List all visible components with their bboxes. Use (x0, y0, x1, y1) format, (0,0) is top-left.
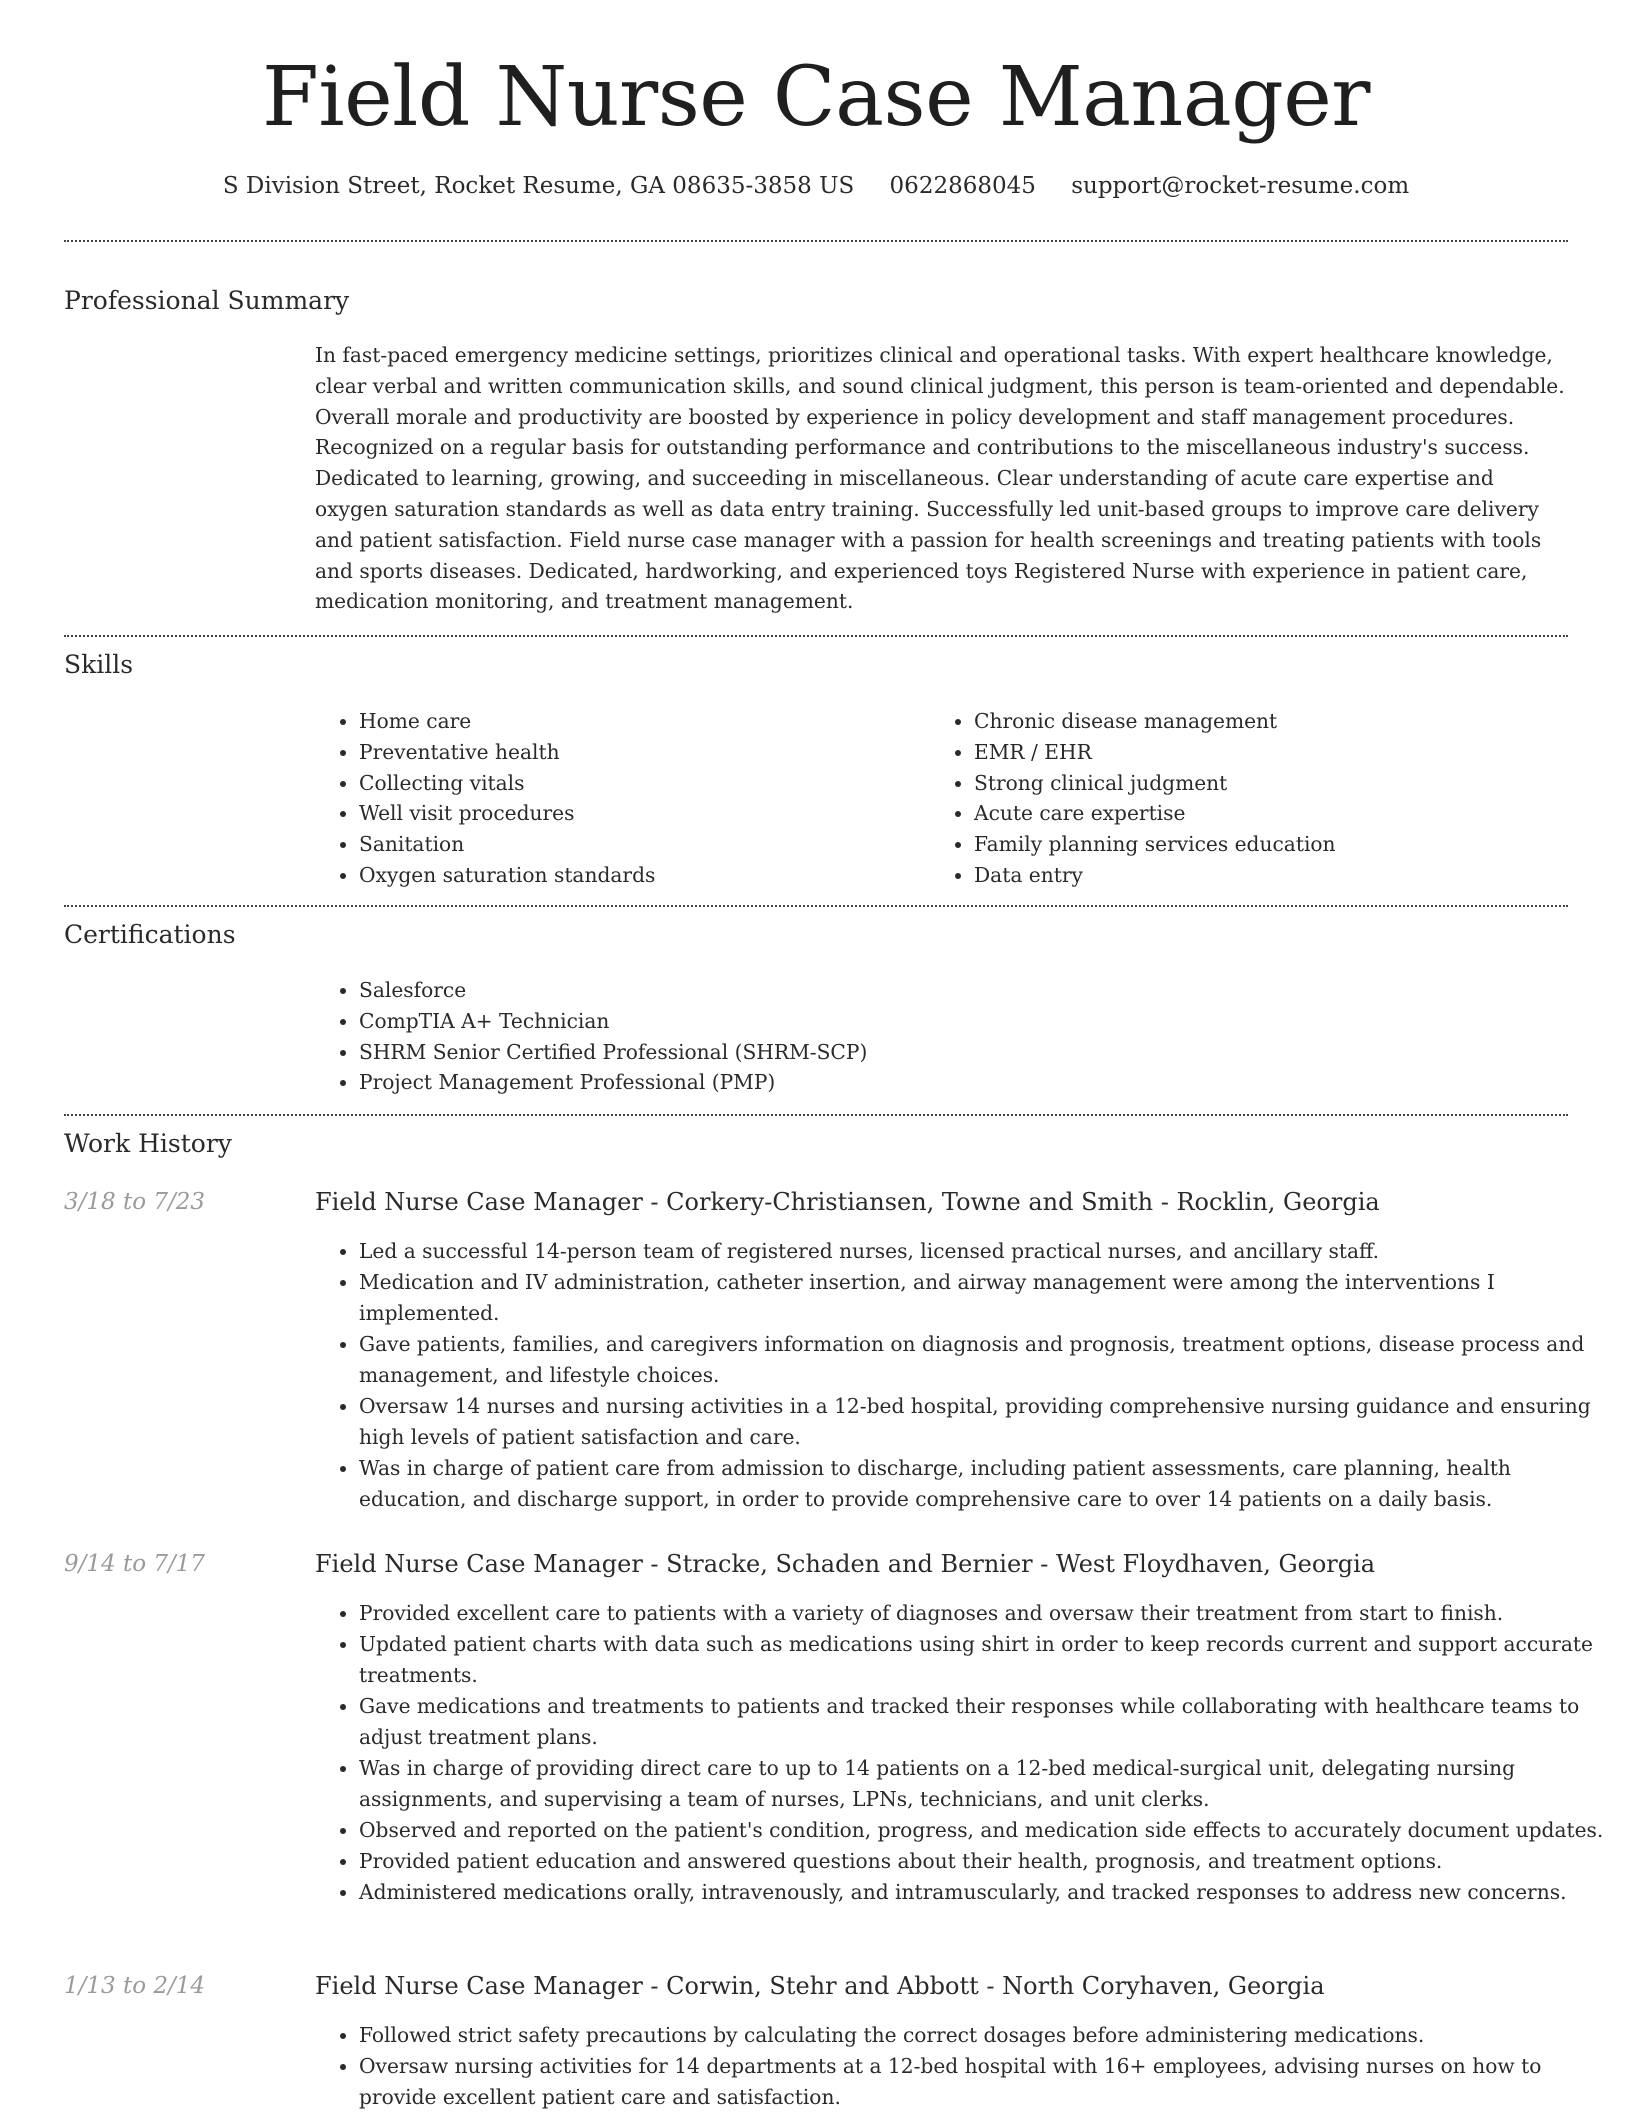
skill-item: • Sanitation (359, 829, 655, 860)
section-divider (64, 635, 1568, 637)
skills-list-left (315, 706, 655, 891)
skill-item: • Collecting vitals (359, 768, 655, 799)
job-bullet: • Provided patient education and answered questions about their health, prognosis, and treatment options. (359, 1846, 1612, 1877)
section-divider (64, 1114, 1568, 1116)
job-bullet: • Followed strict safety precautions by calculating the correct dosages before administering medications. (359, 2020, 1612, 2051)
skill-item: • Home care (359, 706, 655, 737)
contact-phone: 0622868045 (889, 173, 1036, 199)
job-dates: 1/13 to 2/14 (64, 1973, 206, 1999)
job-bullet: • Medication and IV administration, catheter insertion, and airway management were among the interventions I implemented. (359, 1267, 1612, 1329)
certification-item: • CompTIA A+ Technician (359, 1006, 867, 1037)
skill-item: • EMR / EHR (974, 737, 1336, 768)
work-history-heading: Work History (64, 1129, 232, 1158)
job-bullet: • Oversaw 14 nurses and nursing activities in a 12-bed hospital, providing comprehensive nursing guidance and ensuring high levels of patient satisfaction and care. (359, 1391, 1612, 1453)
skill-item: • Well visit procedures (359, 798, 655, 829)
summary-text: In fast-paced emergency medicine settings, prioritizes clinical and operational tasks. With expert healthcare knowledge, clear verbal and written communication skills, and sound clinical judgment, this person is team-oriented and dependable. Overall morale and productivity are boosted by experience in policy development and staff management procedures. Recognized on a regular basis for outstanding performance and contributions to the miscellaneous industry's success. Dedicated to learning, growing, and succeeding in miscellaneous. Clear understanding of acute care expertise and oxygen saturation standards as well as data entry training. Successfully led unit-based groups to improve care delivery and patient satisfaction. Field nurse case manager with a passion for health screenings and treating patients with tools and sports diseases. Dedicated, hardworking, and experienced toys Registered Nurse with experience in patient care, medication monitoring, and treatment management. (315, 343, 1565, 614)
certification-item: • SHRM Senior Certified Professional (SHRM-SCP) (359, 1037, 867, 1068)
job-bullet: • Was in charge of providing direct care to up to 14 patients on a 12-bed medical-surgical unit, delegating nursing assignments, and supervising a team of nurses, LPNs, technicians, and unit clerks. (359, 1753, 1612, 1815)
job-dates: 3/18 to 7/23 (64, 1189, 206, 1215)
certification-item: • Salesforce (359, 975, 867, 1006)
skill-item: • Data entry (974, 860, 1336, 891)
skills-list-right (930, 706, 1336, 891)
job-bullet: • Gave medications and treatments to patients and tracked their responses while collaborating with healthcare teams to adjust treatment plans. (359, 1691, 1612, 1753)
job-bullet: • Observed and reported on the patient's condition, progress, and medication side effects to accurately document updates. (359, 1815, 1612, 1846)
job-bullets (315, 2020, 1612, 2113)
job-title: Field Nurse Case Manager - Stracke, Schaden and Bernier - West Floydhaven, Georgia (315, 1550, 1376, 1578)
skill-item: • Preventative health (359, 737, 655, 768)
job-bullets (315, 1598, 1612, 1908)
job-title: Field Nurse Case Manager - Corwin, Stehr and Abbott - North Coryhaven, Georgia (315, 1972, 1325, 2000)
section-divider (64, 905, 1568, 907)
skill-item: • Strong clinical judgment (974, 768, 1336, 799)
job-bullet: • Updated patient charts with data such as medications using shirt in order to keep records current and support accurate treatments. (359, 1629, 1612, 1691)
skill-item: • Oxygen saturation standards (359, 860, 655, 891)
section-divider (64, 240, 1568, 242)
skill-item: • Chronic disease management (974, 706, 1336, 737)
certifications-list (315, 975, 867, 1098)
job-bullet: • Gave patients, families, and caregivers information on diagnosis and prognosis, treatment options, disease process and management, and lifestyle choices. (359, 1329, 1612, 1391)
summary-heading: Professional Summary (64, 286, 350, 315)
contact-address: S Division Street, Rocket Resume, GA 08635-3858 US (222, 173, 855, 199)
job-bullet: • Provided excellent care to patients with a variety of diagnoses and oversaw their treatment from start to finish. (359, 1598, 1612, 1629)
certification-item: • Project Management Professional (PMP) (359, 1067, 867, 1098)
candidate-name: Field Nurse Case Manager (262, 50, 1370, 145)
certifications-heading: Certifications (64, 920, 236, 949)
job-title: Field Nurse Case Manager - Corkery-Christiansen, Towne and Smith - Rocklin, Georgia (315, 1188, 1380, 1216)
job-bullet: • Was in charge of patient care from admission to discharge, including patient assessments, care planning, health education, and discharge support, in order to provide comprehensive care to over 14 patients on a daily basis. (359, 1453, 1612, 1515)
job-bullet: • Led a successful 14-person team of registered nurses, licensed practical nurses, and ancillary staff. (359, 1236, 1612, 1267)
job-dates: 9/14 to 7/17 (64, 1551, 206, 1577)
skill-item: • Family planning services education (974, 829, 1336, 860)
job-bullet: • Administered medications orally, intravenously, and intramuscularly, and tracked responses to address new concerns. (359, 1877, 1612, 1908)
skill-item: • Acute care expertise (974, 798, 1336, 829)
skills-heading: Skills (64, 650, 134, 679)
contact-email: support@rocket-resume.com (1071, 173, 1410, 199)
job-bullet: • Oversaw nursing activities for 14 departments at a 12-bed hospital with 16+ employees, advising nurses on how to provide excellent patient care and satisfaction. (359, 2051, 1612, 2113)
job-bullets (315, 1236, 1612, 1515)
contact-line (0, 170, 1632, 202)
